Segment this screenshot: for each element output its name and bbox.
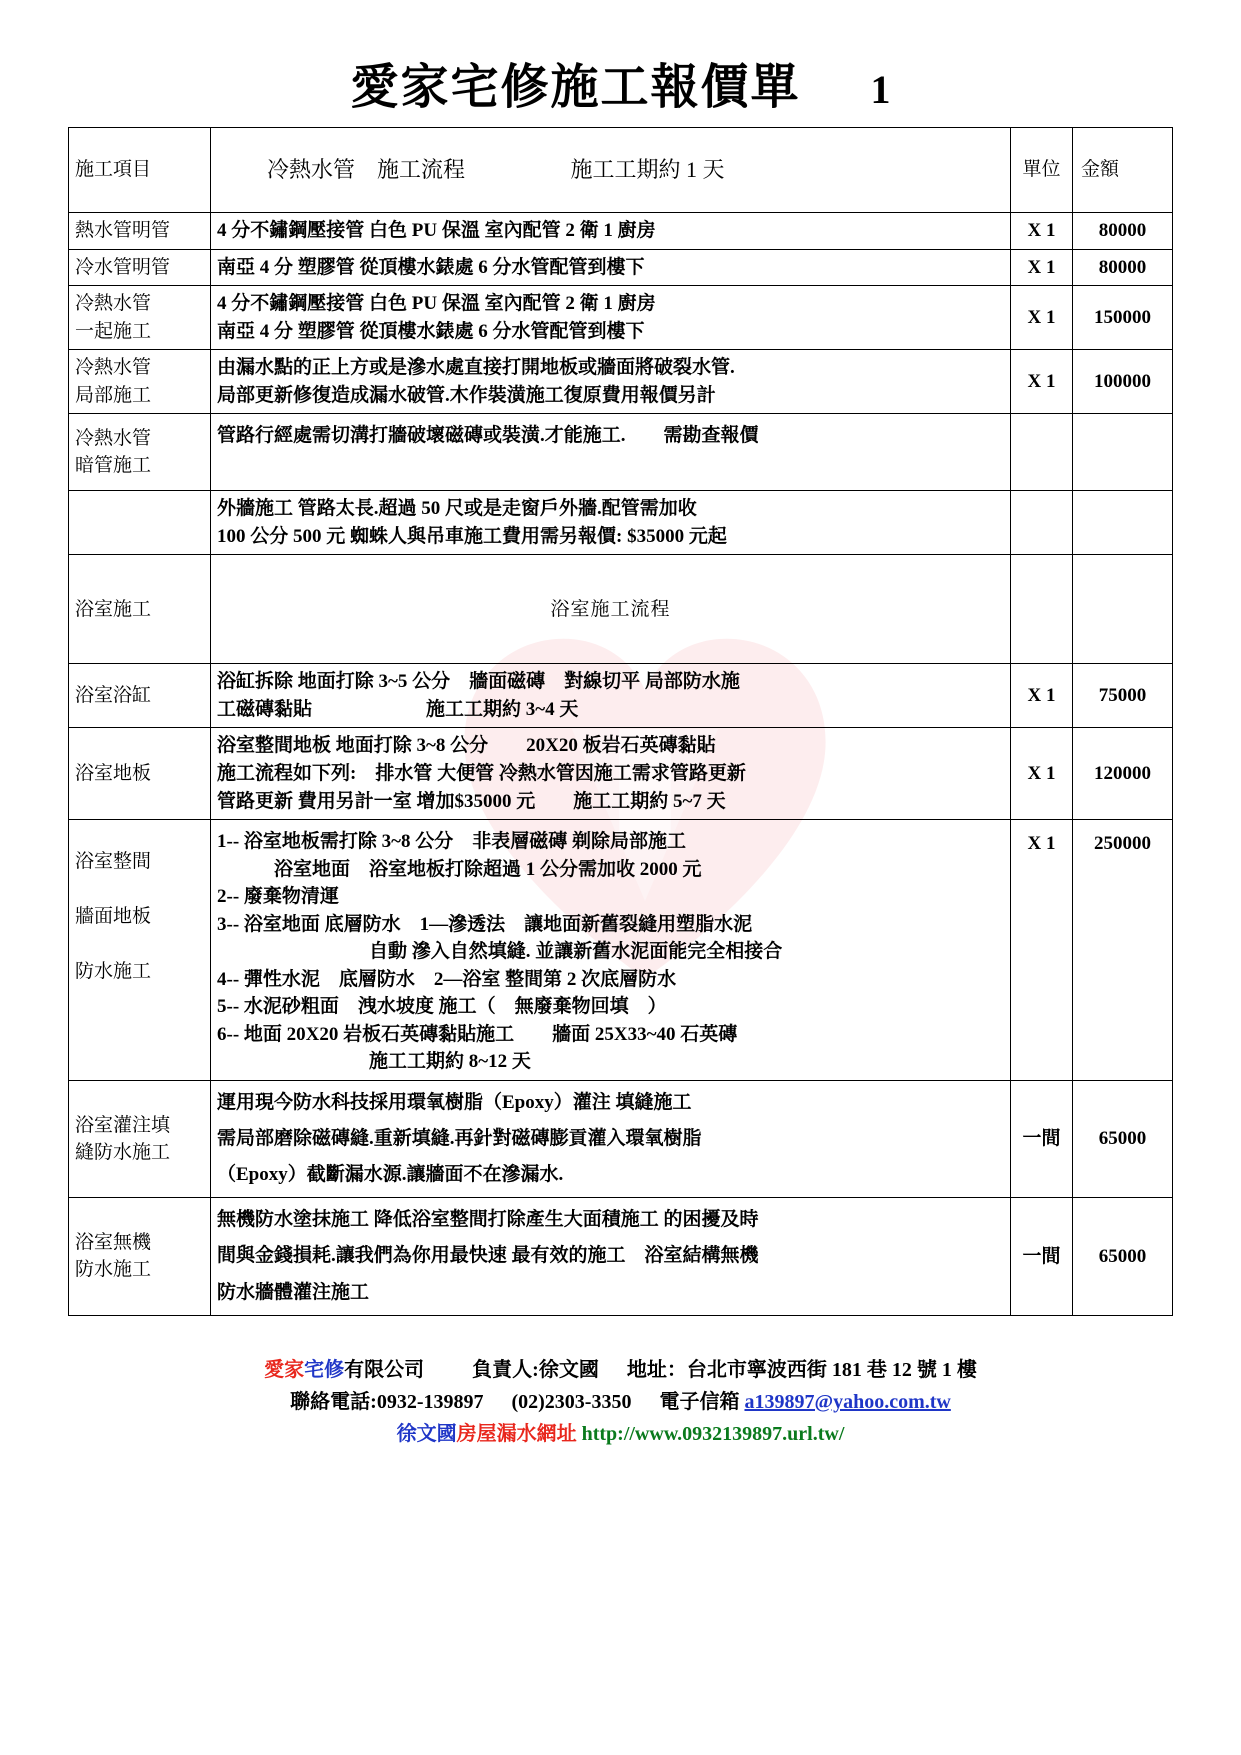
footer-line-2 [68,1386,1173,1418]
row-item [69,350,211,414]
row-amount: 75000 [1073,664,1173,728]
header-desc-sub: 施工工期約 1 天 [570,157,725,183]
row-unit: X 1 [1011,286,1073,350]
row-unit: 一間 [1011,1198,1073,1315]
website-link[interactable]: http://www.0932139897.url.tw/ [581,1423,845,1446]
table-row [69,350,1173,414]
row-desc-line: 施工工期約 8~12 天 [217,1051,531,1073]
row-item [69,1198,211,1315]
row-item [69,286,211,350]
row-desc-line: 自動 滲入自然填縫. 並讓新舊水泥面能完全相接合 [217,941,783,963]
row-amount: 100000 [1073,350,1173,414]
row-amount [1073,491,1173,555]
row-desc [211,286,1011,350]
table-row [69,213,1173,250]
row-item [69,414,211,491]
row-desc [211,728,1011,820]
row-desc-line: 1-- 浴室地板需打除 3~8 公分 非表層磁磚 剃除局部施工 [217,831,687,853]
row-desc-line: 由漏水點的正上方或是滲水處直接打開地板或牆面將破裂水管. [217,357,735,379]
row-unit: X 1 [1011,728,1073,820]
table-row [69,491,1173,555]
row-desc-line: （Epoxy）截斷漏水源.讓牆面不在滲漏水. [217,1164,564,1186]
bath-section-amount [1073,555,1173,664]
row-desc-line: 5-- 水泥砂粗面 洩水坡度 施工（ 無廢棄物回填 ） [217,996,667,1018]
footer-site-desc: 房屋漏水網址 [456,1423,577,1446]
row-item: 浴室浴缸 [69,664,211,728]
row-desc-line: 管路行經處需切溝打牆破壞磁磚或裝潢.才能施工. 需勘查報價 [217,425,759,447]
row-item-line: 冷熱水管 [75,427,152,449]
row-desc-line: 外牆施工 管路太長.超過 50 尺或是走窗戶外牆.配管需加收 [217,498,697,520]
company-name-part3: 有限公司 [344,1358,425,1381]
bath-section-header-row [69,555,1173,664]
row-amount: 80000 [1073,213,1173,250]
table-row [69,249,1173,286]
row-item-line: 浴室整間 [75,851,152,873]
table-header-row [69,128,1173,213]
row-item [69,1081,211,1198]
row-desc-line: 浴室地面 浴室地板打除超過 1 公分需加收 2000 元 [217,858,702,880]
row-item-line: 防水施工 [75,1259,152,1281]
header-item-cell: 施工項目 [69,128,211,213]
company-name-part1: 愛家 [264,1358,305,1381]
row-desc [211,1081,1011,1198]
row-desc-line: 施工流程如下列: 排水管 大便管 冷熱水管因施工需求管路更新 [217,763,746,785]
row-desc-line: 防水牆體灌注施工 [217,1281,370,1303]
row-item-line: 防水施工 [75,961,152,983]
row-desc-line: 6-- 地面 20X20 岩板石英磚黏貼施工 牆面 25X33~40 石英磚 [217,1023,738,1045]
contact-phone-2: (02)2303-3350 [511,1390,632,1413]
row-desc-line: 100 公分 500 元 蜘蛛人與吊車施工費用需另報價: $35000 元起 [217,525,727,547]
row-desc-line: 南亞 4 分 塑膠管 從頂樓水錶處 6 分水管配管到樓下 [217,320,645,342]
bath-section-title: 浴室施工流程 [211,555,1011,664]
row-desc-line: 4 分不鏽鋼壓接管 白色 PU 保溫 室內配管 2 衛 1 廚房 [217,293,656,315]
row-item-line: 浴室灌注填 [75,1114,171,1136]
table-row [69,1198,1173,1315]
row-unit: 一間 [1011,1081,1073,1198]
row-desc-line: 浴室整間地板 地面打除 3~8 公分 20X20 板岩石英磚黏貼 [217,735,716,757]
row-desc [211,414,1011,491]
row-desc-line: 3-- 浴室地面 底層防水 1—滲透法 讓地面新舊裂縫用塑脂水泥 [217,913,753,935]
row-item-line: 暗管施工 [75,455,152,477]
row-desc-line: 運用現今防水科技採用環氧樹脂（Epoxy）灌注 填縫施工 [217,1092,692,1114]
row-desc [211,491,1011,555]
row-item-line: 縫防水施工 [75,1142,171,1164]
email-label: 電子信箱 [659,1390,740,1413]
header-desc-main: 冷熱水管 施工流程 [267,157,466,183]
row-unit: X 1 [1011,820,1073,1081]
footer-owner-name: 徐文國 [396,1423,457,1446]
header-amount-cell: 金額 [1073,128,1173,213]
row-unit [1011,491,1073,555]
row-amount: 65000 [1073,1198,1173,1315]
row-item [69,491,211,555]
row-amount [1073,414,1173,491]
row-item: 浴室地板 [69,728,211,820]
row-desc: 南亞 4 分 塑膠管 從頂樓水錶處 6 分水管配管到樓下 [211,249,1011,286]
row-item-line: 冷熱水管 [75,293,152,315]
contact-phone: 聯絡電話:0932-139897 [290,1390,484,1413]
row-item-line: 一起施工 [75,320,152,342]
row-item-line: 浴室無機 [75,1231,152,1253]
row-desc-line: 浴缸拆除 地面打除 3~5 公分 牆面磁磚 對線切平 局部防水施 [217,671,740,693]
email-link[interactable]: a139897@yahoo.com.tw [744,1390,951,1413]
row-desc [211,350,1011,414]
company-address: 地址：台北市寧波西街 181 巷 12 號 1 樓 [626,1358,977,1381]
row-amount: 80000 [1073,249,1173,286]
row-item [69,820,211,1081]
row-desc-line: 間與金錢損耗.讓我們為你用最快速 最有效的施工 浴室結構無機 [217,1245,759,1267]
row-unit [1011,414,1073,491]
row-desc [211,820,1011,1081]
page-title: 愛家宅修施工報價單 [350,59,801,115]
table-row [69,664,1173,728]
row-item-line: 局部施工 [75,384,152,406]
row-desc-line: 工磁磚黏貼 施工工期約 3~4 天 [217,698,579,720]
row-desc-line: 局部更新修復造成漏水破管.木作裝潢施工復原費用報價另計 [217,384,716,406]
owner-name: 負責人:徐文國 [472,1358,599,1381]
row-desc-line: 4-- 彈性水泥 底層防水 2—浴室 整間第 2 次底層防水 [217,968,677,990]
row-desc-line: 管路更新 費用另計一室 增加$35000 元 施工工期約 5~7 天 [217,790,726,812]
footer-line-3 [68,1418,1173,1450]
footer [68,1354,1173,1451]
row-item: 熱水管明管 [69,213,211,250]
row-item-line: 牆面地板 [75,906,152,928]
page-number: 1 [870,67,891,112]
row-item-line: 冷熱水管 [75,357,152,379]
title-row [68,0,1173,127]
row-desc [211,664,1011,728]
bath-section-item: 浴室施工 [69,555,211,664]
row-desc-line: 無機防水塗抹施工 降低浴室整間打除產生大面積施工 的困擾及時 [217,1209,759,1231]
company-name-part2: 宅修 [304,1358,345,1381]
row-unit: X 1 [1011,213,1073,250]
row-amount: 150000 [1073,286,1173,350]
row-amount: 250000 [1073,820,1173,1081]
header-unit-cell: 單位 [1011,128,1073,213]
row-desc-line: 2-- 廢棄物清運 [217,886,339,908]
table-row [69,286,1173,350]
table-row [69,1081,1173,1198]
table-row [69,414,1173,491]
row-item: 冷水管明管 [69,249,211,286]
row-desc-line: 需局部磨除磁磚縫.重新填縫.再針對磁磚膨貢灌入環氧樹脂 [217,1128,702,1150]
row-unit: X 1 [1011,664,1073,728]
table-row [69,728,1173,820]
header-desc-cell [211,128,1011,213]
row-desc: 4 分不鏽鋼壓接管 白色 PU 保溫 室內配管 2 衛 1 廚房 [211,213,1011,250]
table-row [69,820,1173,1081]
row-desc [211,1198,1011,1315]
row-unit: X 1 [1011,350,1073,414]
quote-table [68,127,1173,1316]
footer-line-1 [68,1354,1173,1386]
row-amount: 65000 [1073,1081,1173,1198]
row-unit: X 1 [1011,249,1073,286]
bath-section-unit [1011,555,1073,664]
row-amount: 120000 [1073,728,1173,820]
